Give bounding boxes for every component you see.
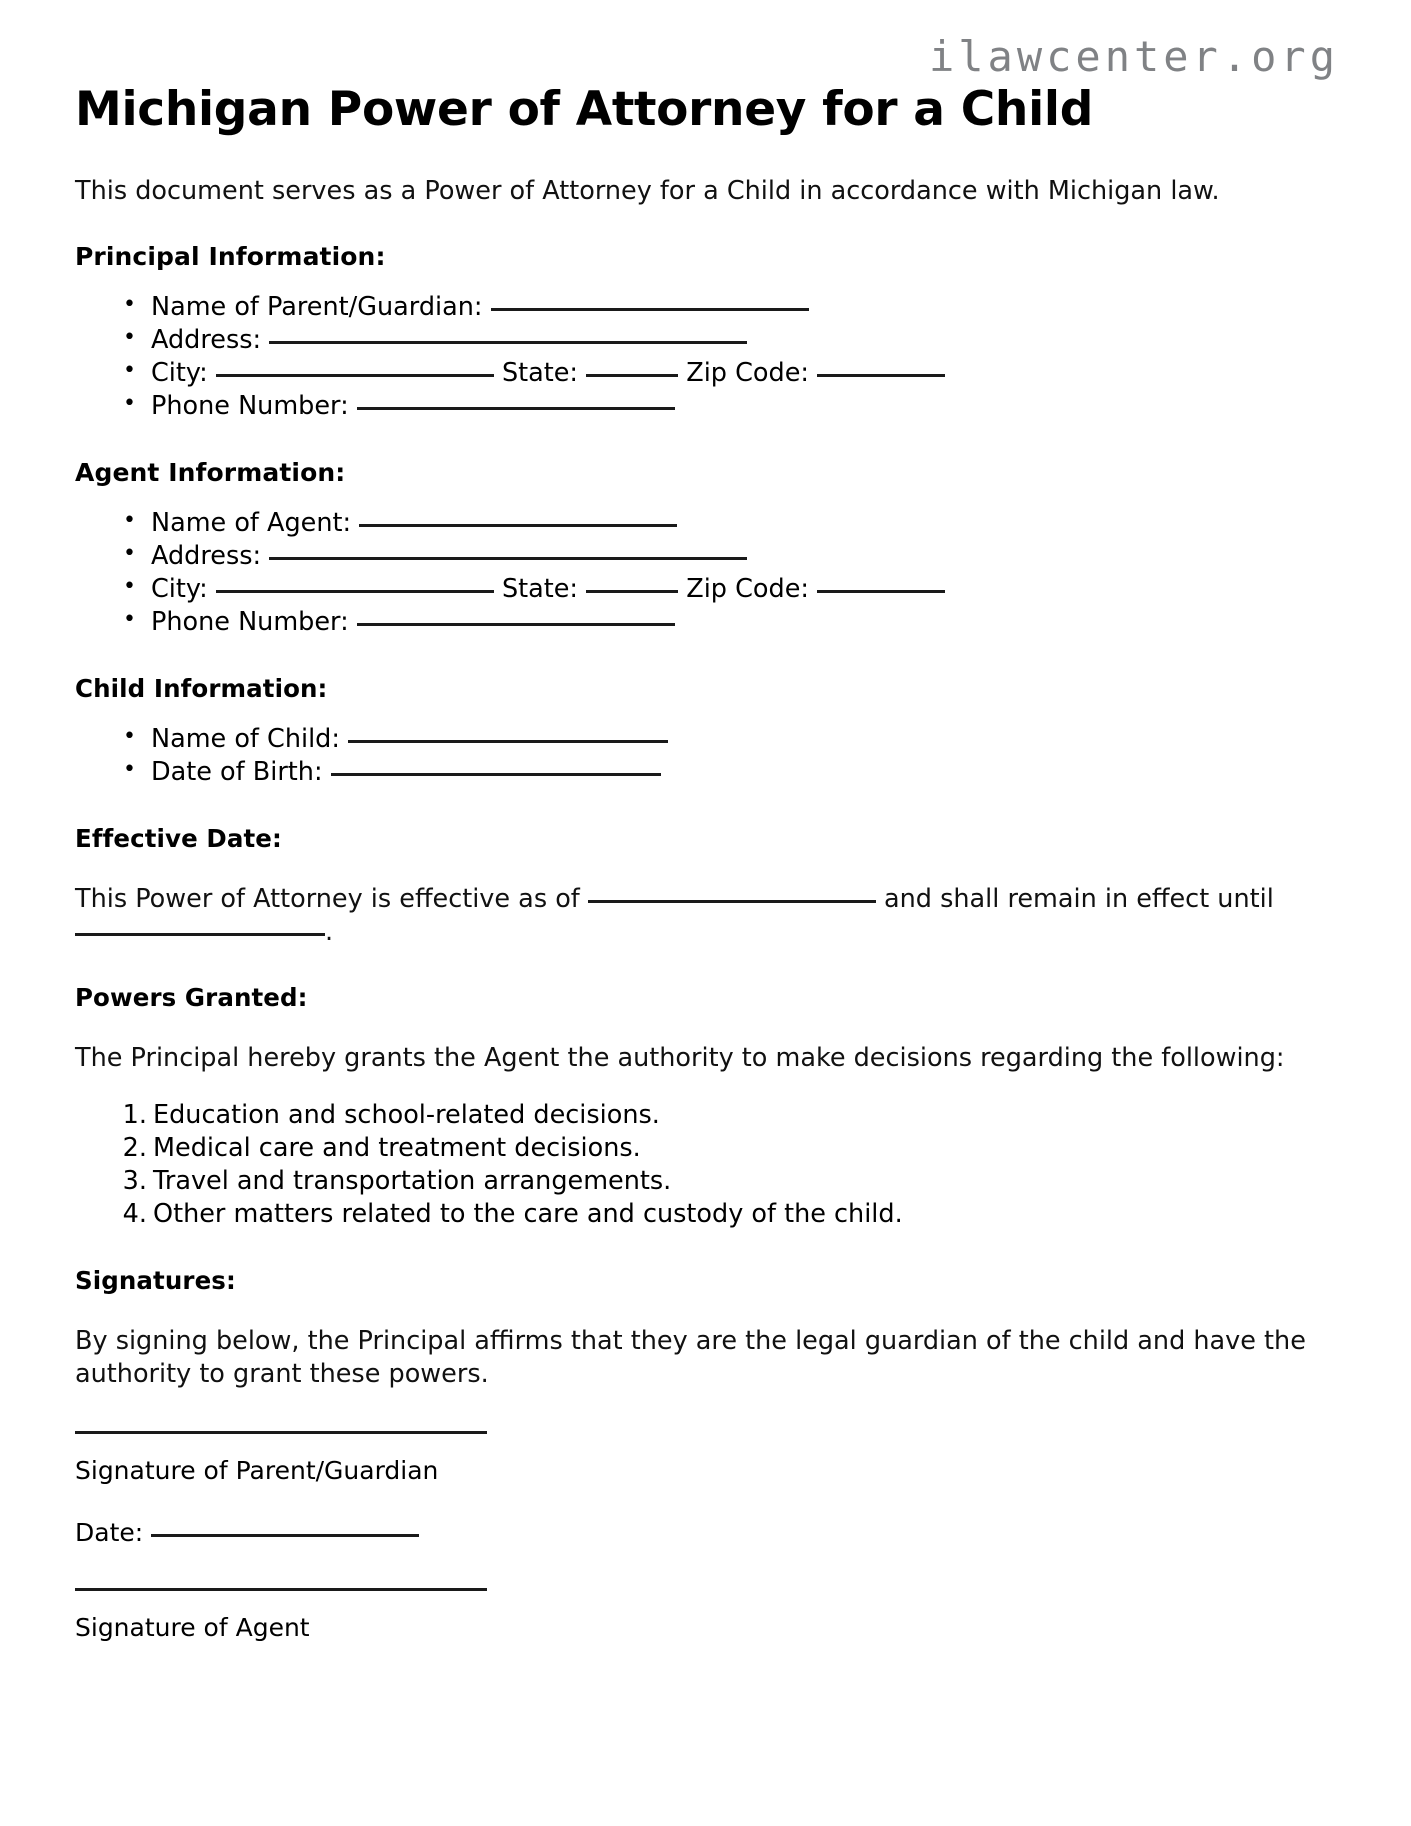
list-item-number: 4. — [122, 1198, 147, 1229]
field-label: State: — [501, 573, 579, 604]
field-agent-phone — [75, 608, 1341, 637]
section-heading-effective-date: Effective Date: — [75, 824, 282, 854]
list-item-number: 2. — [122, 1132, 147, 1163]
field-agent-address — [75, 542, 1341, 571]
blank-agent-address[interactable] — [269, 557, 747, 560]
field-principal-address — [75, 326, 1341, 355]
section-heading-signatures: Signatures: — [75, 1265, 236, 1295]
blank-effective-date[interactable] — [588, 900, 876, 903]
field-label: State: — [501, 357, 579, 388]
field-principal-city-state-zip — [75, 359, 1341, 388]
powers-list — [75, 1075, 1341, 1229]
site-watermark: ilawcenter.org — [928, 32, 1339, 81]
signature-caption-agent: Signature of Agent — [75, 1613, 310, 1643]
blank-child-name[interactable] — [348, 740, 668, 743]
effective-date-text-after: and shall remain in effect until — [884, 884, 1274, 915]
blank-principal-state[interactable] — [586, 374, 678, 377]
list-item-text: Other matters related to the care and custody of the child. — [153, 1198, 903, 1229]
list-item-text: Medical care and treatment decisions. — [153, 1132, 641, 1163]
field-label: Name of Child: — [151, 724, 340, 755]
list-item — [75, 1200, 1341, 1229]
effective-date-text-before: This Power of Attorney is effective as of — [75, 884, 580, 915]
effective-date-paragraph — [75, 853, 1341, 949]
spacer — [75, 1486, 1341, 1518]
list-item-text: Education and school-related decisions. — [153, 1099, 660, 1130]
section-heading-principal: Principal Information: — [75, 241, 386, 271]
blank-agent-name[interactable] — [359, 524, 677, 527]
blank-principal-name[interactable] — [491, 308, 809, 311]
spacer — [75, 1434, 1341, 1456]
blank-until-date[interactable] — [75, 933, 325, 936]
list-item-text: Travel and transportation arrangements. — [153, 1165, 672, 1196]
field-principal-phone — [75, 392, 1341, 421]
field-label: Zip Code: — [686, 573, 809, 604]
blank-signature-date-parent[interactable] — [151, 1534, 419, 1537]
spacer — [75, 1591, 1341, 1613]
field-child-name — [75, 725, 1341, 754]
child-field-list — [75, 703, 1341, 787]
agent-field-list — [75, 487, 1341, 637]
blank-agent-city[interactable] — [216, 590, 494, 593]
signature-date-row-parent — [75, 1518, 1341, 1548]
list-item-number: 1. — [122, 1099, 147, 1130]
principal-field-list — [75, 271, 1341, 421]
spacer — [75, 1548, 1341, 1588]
blank-principal-address[interactable] — [269, 341, 747, 344]
powers-intro-paragraph: The Principal hereby grants the Agent the authority to make decisions regarding the following: — [75, 1042, 1285, 1073]
list-item — [75, 1101, 1341, 1130]
field-label: Name of Agent: — [151, 507, 352, 538]
list-item — [75, 1167, 1341, 1196]
blank-agent-state[interactable] — [586, 590, 678, 593]
blank-agent-phone[interactable] — [357, 623, 675, 626]
intro-paragraph: This document serves as a Power of Attorney for a Child in accordance with Michigan law. — [75, 176, 1220, 207]
blank-principal-phone[interactable] — [357, 407, 675, 410]
page-title: Michigan Power of Attorney for a Child — [75, 82, 1094, 137]
field-principal-name — [75, 293, 1341, 322]
blank-child-dob[interactable] — [331, 773, 661, 776]
field-label: Address: — [151, 324, 262, 355]
field-agent-city-state-zip — [75, 575, 1341, 604]
section-heading-powers: Powers Granted: — [75, 982, 308, 1012]
blank-principal-zip[interactable] — [817, 374, 945, 377]
field-label: City: — [151, 573, 208, 604]
effective-date-period: . — [325, 917, 334, 948]
blank-principal-city[interactable] — [216, 374, 494, 377]
section-heading-child: Child Information: — [75, 674, 328, 704]
field-label: Zip Code: — [686, 357, 809, 388]
field-label: Date of Birth: — [151, 757, 323, 788]
blank-agent-zip[interactable] — [817, 590, 945, 593]
field-label: Name of Parent/Guardian: — [151, 291, 483, 322]
field-child-dob — [75, 758, 1341, 787]
field-label: Phone Number: — [151, 607, 349, 638]
field-label: Phone Number: — [151, 390, 349, 421]
date-label: Date: — [75, 1518, 144, 1548]
list-item-number: 3. — [122, 1165, 147, 1196]
signature-affirmation-paragraph: By signing below, the Principal affirms that they are the legal guardian of the child and have the authority to grant these powers. — [75, 1325, 1306, 1390]
field-label: Address: — [151, 540, 262, 571]
list-item — [75, 1134, 1341, 1163]
spacer — [75, 1391, 1341, 1431]
field-label: City: — [151, 357, 208, 388]
field-agent-name — [75, 509, 1341, 538]
signature-caption-parent: Signature of Parent/Guardian — [75, 1456, 439, 1486]
section-heading-agent: Agent Information: — [75, 457, 346, 487]
